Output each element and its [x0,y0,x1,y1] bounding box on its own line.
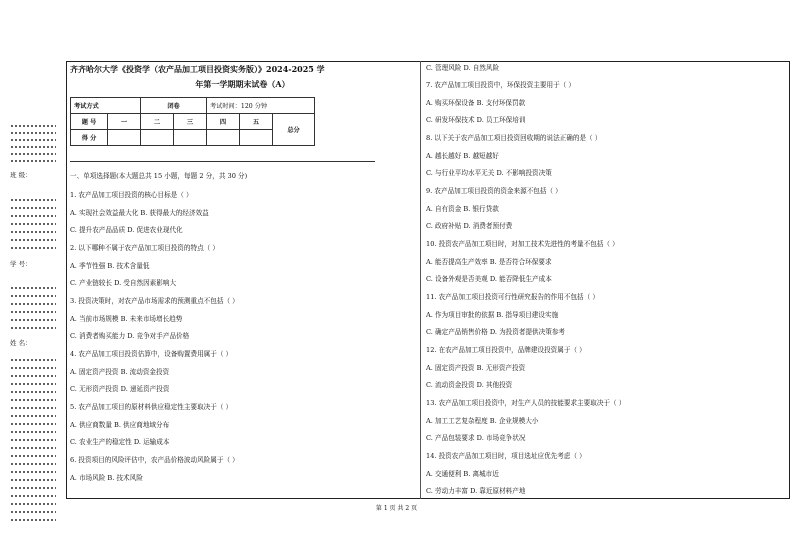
question-line: A. 实现社会效益最大化 B. 获得最大的经济效益 [70,209,209,217]
score-cell-5[interactable] [240,130,273,146]
question-line: A. 季节性强 B. 技术含量低 [70,262,150,270]
question-line: C. 消费者购买能力 D. 竞争对手产品价格 [70,332,190,340]
binding-dots [10,486,56,490]
question-line: A. 供应商数量 B. 供应商地域分布 [70,421,170,429]
question-line: 9. 农产品加工项目投资的资金来源不包括（ ） [426,187,562,195]
question-line: C. 政府补贴 D. 消费者预付费 [426,222,513,230]
question-line: 12. 在农产品加工项目投资中，品牌建设投资属于（ ） [426,346,586,354]
exam-mode-label: 考试方式 [71,98,141,114]
binding-dots [10,478,56,482]
question-line: 6. 投资项目的风险评估中，农产品价格波动风险属于（ ） [70,456,239,464]
question-line: C. 劳动力丰富 D. 靠近原材料产地 [426,487,526,495]
binding-dots [10,390,56,394]
binding-dots [10,318,56,322]
question-line: 4. 农产品加工项目投资估算中，设备购置费用属于（ ） [70,350,233,358]
question-line: A. 能否提高生产效率 B. 是否符合环保要求 [426,258,552,266]
question-line: A. 自有资金 B. 银行贷款 [426,205,499,213]
exam-title [70,62,415,92]
column-header-4: 四 [207,114,240,130]
class-label: 班 级： [10,171,32,179]
column-header-2: 二 [141,114,174,130]
binding-dots [10,131,56,135]
binding-dots [10,159,56,163]
section-rule [70,161,375,162]
question-line: C. 无形资产投资 D. 递延资产投资 [70,385,170,393]
question-line: C. 产品包装要求 D. 市场竞争状况 [426,434,526,442]
exam-time: 考试时间：120 分钟 [207,98,315,114]
binding-dots [10,302,56,306]
question-line: 14. 投资农产品加工项目时，项目选址应优先考虑（ ） [426,452,586,460]
question-line: C. 管理风险 D. 自然风险 [426,64,500,72]
binding-dots [10,446,56,450]
column-header-1: 一 [108,114,141,130]
binding-dots [10,470,56,474]
question-line: 2. 以下哪种不属于农产品加工项目投资的特点（ ） [70,244,219,252]
binding-dots [10,518,56,522]
page-number: 第 1 页 共 2 页 [375,505,418,512]
question-line: 5. 农产品加工项目的原材料供应稳定性主要取决于（ ） [70,403,233,411]
student-id-label: 学 号： [10,260,32,268]
binding-dots [10,414,56,418]
column-divider [420,61,421,499]
binding-dots [10,222,56,226]
exam-title-line2: 年第一学期期末试卷（A） [195,79,290,89]
column-header-3: 三 [174,114,207,130]
binding-dots [10,358,56,362]
binding-dots [10,214,56,218]
question-line: 7. 农产品加工项目投资中，环保投资主要用于（ ） [426,81,575,89]
binding-dots [10,422,56,426]
binding-dots [10,374,56,378]
question-line: A. 作为项目审批的依据 B. 指导项目建设实施 [426,311,559,319]
question-line: 10. 投资农产品加工项目时，对加工技术先进性的考量不包括（ ） [426,240,619,248]
binding-dots [10,152,56,156]
binding-dots [10,438,56,442]
question-line: C. 农业生产的稳定性 D. 运输成本 [70,438,170,446]
question-line: A. 越长越好 B. 越短越好 [426,152,499,160]
binding-dots [10,406,56,410]
question-line: A. 固定资产投资 B. 无形资产投资 [426,364,526,372]
binding-dots [10,326,56,330]
question-line: 3. 投资决策时，对农产品市场需求的预测重点不包括（ ） [70,297,239,305]
question-line: C. 流动资金投资 D. 其他投资 [426,381,513,389]
binding-dots [10,430,56,434]
question-line: 8. 以下关于农产品加工项目投资回收期的说法正确的是（ ） [426,134,602,142]
question-line: A. 当前市场规模 B. 未来市场增长趋势 [70,315,183,323]
score-cell-4[interactable] [207,130,240,146]
column-header-5: 五 [240,114,273,130]
binding-dots [10,138,56,142]
section-heading: 一、单项选择题(本大题总共 15 小题，每题 2 分，共 30 分) [70,172,248,180]
score-cell-3[interactable] [174,130,207,146]
binding-dots [10,398,56,402]
question-line: C. 研发环保技术 D. 员工环保培训 [426,116,526,124]
binding-dots [10,246,56,250]
total-score-label: 总分 [273,114,315,146]
question-line: A. 购买环保设备 B. 支付环保罚款 [426,99,526,107]
question-line: C. 提升农产品品质 D. 促进农业现代化 [70,226,183,234]
student-name-label: 姓 名： [10,339,32,347]
question-line: A. 加工工艺复杂程度 B. 企业规模大小 [426,417,539,425]
binding-dots [10,124,56,128]
binding-dots [10,198,56,202]
binding-dots [10,206,56,210]
exam-mode-value: 闭卷 [141,98,207,114]
binding-dots [10,462,56,466]
question-line: A. 市场风险 B. 技术风险 [70,474,143,482]
binding-dots [10,310,56,314]
exam-title-line1: 齐齐哈尔大学《投资学（农产品加工项目投资实务版）》2024-2025 学 [70,64,325,74]
question-line: C. 确定产品销售价格 D. 为投资者提供决策参考 [426,328,566,336]
score-cell-2[interactable] [141,130,174,146]
question-line: 11. 农产品加工项目投资可行性研究报告的作用不包括（ ） [426,293,599,301]
binding-dots [10,382,56,386]
question-line: C. 设备外观是否美观 D. 能否降低生产成本 [426,275,552,283]
question-no-label: 题 号 [71,114,108,130]
score-label: 得 分 [71,130,108,146]
score-cell-1[interactable] [108,130,141,146]
binding-dots [10,230,56,234]
exam-info-table [70,97,315,146]
binding-dots [10,494,56,498]
binding-dots [10,145,56,149]
question-line: C. 与行业平均水平无关 D. 不影响投资决策 [426,169,552,177]
binding-dots [10,286,56,290]
question-line: C. 产业链较长 D. 受自然因素影响大 [70,279,177,287]
binding-dots [10,454,56,458]
binding-dots [10,238,56,242]
question-line: A. 交通便利 B. 离城市近 [426,470,499,478]
question-line: 13. 农产品加工项目投资中，对生产人员的技能要求主要取决于（ ） [426,399,626,407]
question-line: 1. 农产品加工项目投资的核心目标是（ ） [70,191,193,199]
binding-dots [10,294,56,298]
binding-dots [10,366,56,370]
question-line: A. 固定资产投资 B. 流动资金投资 [70,368,170,376]
